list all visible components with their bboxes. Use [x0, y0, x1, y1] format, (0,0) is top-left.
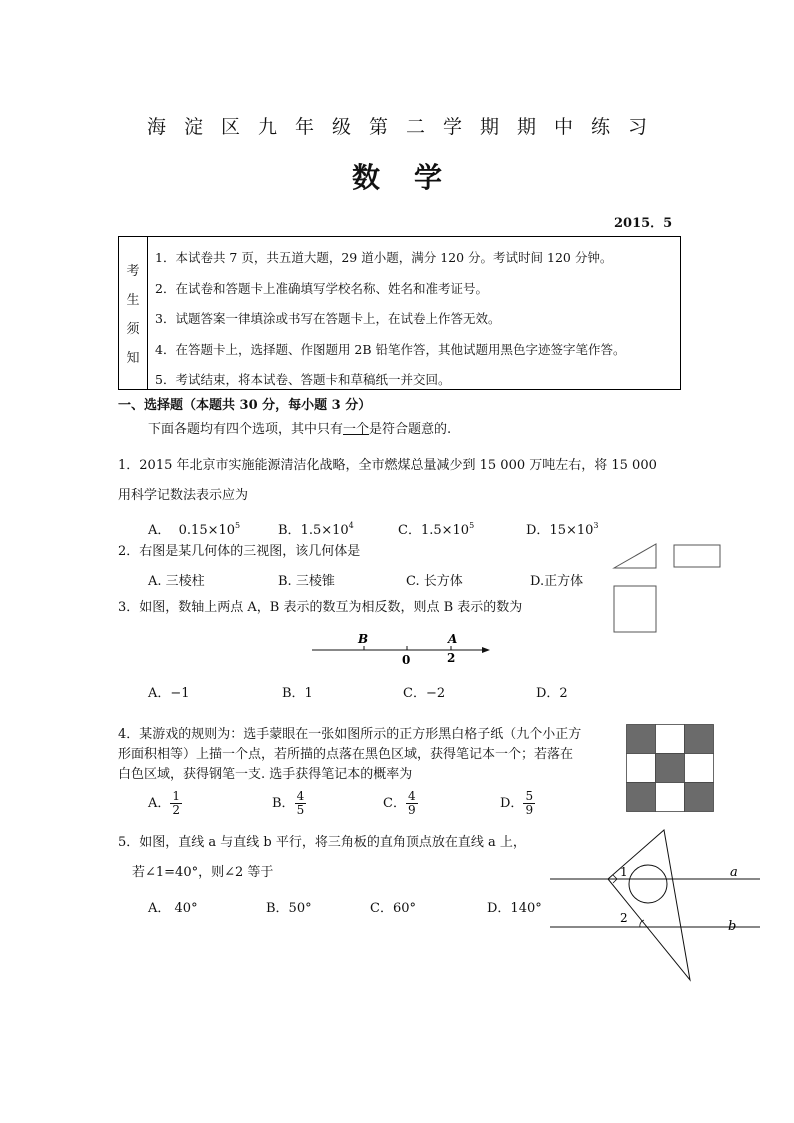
label-two: 2: [447, 651, 456, 665]
notice-box: [118, 236, 681, 390]
q3-text: 3．如图，数轴上两点 A，B 表示的数互为相反数，则点 B 表示的数为: [118, 600, 523, 615]
q2-option-b: B. 三棱锥: [278, 574, 335, 589]
notice-label-char: 考: [126, 264, 140, 279]
q3-option-d: D．2: [536, 686, 568, 701]
q5-line2: 若∠1=40°，则∠2 等于: [132, 865, 274, 880]
grid-cell: [685, 725, 714, 754]
grid-cell: [656, 754, 685, 783]
triangle-ruler: [608, 830, 690, 980]
q1-option-a: A． $0.15\times 10^5$: [148, 521, 241, 538]
angle-2-label: 2: [620, 911, 628, 925]
three-view-figure: [612, 542, 722, 634]
angle-1-label: 1: [620, 865, 628, 879]
checker-grid-figure: [626, 724, 714, 812]
grid-cell: [656, 725, 685, 754]
q1-line1: 1．2015 年北京市实施能源清洁化战略，全市燃煤总量减少到 15 000 万吨左右，将 15 000: [118, 458, 657, 473]
grid-cell: [627, 783, 656, 812]
label-a: A: [448, 632, 458, 646]
q4-option-a: A． $\frac{1}{2}$: [148, 789, 181, 817]
label-zero: 0: [402, 653, 411, 667]
section-intro: [148, 421, 451, 439]
q3-option-b: B．1: [282, 686, 313, 701]
exam-date: 2015．5: [614, 216, 673, 231]
grid-cell: [685, 754, 714, 783]
q2-text: 2．右图是某几何体的三视图，该几何体是: [118, 544, 361, 559]
notice-item: 1．本试卷共 7 页，共五道大题，29 道小题，满分 120 分。考试时间 120 分钟。: [155, 250, 613, 265]
q4-line3: 白色区域，获得钢笔一支. 选手获得笔记本的概率为: [118, 767, 413, 782]
q5-line1: 5．如图，直线 a 与直线 b 平行，将三角板的直角顶点放在直线 a 上，: [118, 835, 526, 850]
q5-option-b: B．50°: [266, 901, 312, 916]
number-line-arrow: [482, 647, 490, 653]
q4-option-c: C． $\frac{4}{9}$: [383, 789, 416, 817]
q2-option-a: A. 三棱柱: [148, 574, 205, 589]
label-b: B: [358, 632, 369, 646]
grid-cell: [685, 783, 714, 812]
top-view-square: [614, 586, 656, 632]
q3-option-c: C．−2: [403, 686, 446, 701]
q4-line2: 形面积相等）上描一个点，若所描的点落在黑色区域，获得笔记本一个；若落在: [118, 747, 574, 762]
q1-option-d: D．$15\times 10^3$: [526, 521, 599, 538]
grid-cell: [656, 783, 685, 812]
parallel-lines-triangle-figure: [550, 826, 765, 986]
subject-title: 数学: [351, 161, 476, 194]
notice-item: 2．在试卷和答题卡上准确填写学校名称、姓名和准考证号。: [155, 280, 488, 296]
grid-cell: [627, 754, 656, 783]
grid-cell: [627, 725, 656, 754]
q2-option-d: D.正方体: [530, 574, 584, 589]
line-b-label: b: [728, 919, 737, 934]
q4-option-b: B． $\frac{4}{5}$: [272, 789, 305, 817]
q1-option-c: C．$1.5\times 10^5$: [398, 521, 475, 538]
notice-item: 4．在答题卡上，选择题、作图题用 2B 铅笔作答，其他试题用黑色字迹签字笔作答。: [155, 341, 626, 357]
section-heading: 一、选择题（本题共 30 分，每小题 3 分）: [118, 398, 372, 413]
q4-option-d: D． $\frac{5}{9}$: [500, 789, 534, 817]
q5-option-d: D．140°: [487, 901, 542, 916]
notice-items: [155, 243, 676, 396]
intro-text: 是符合题意的.: [369, 422, 452, 437]
notice-label-char: 生: [126, 293, 140, 308]
q3-option-a: A．−1: [148, 686, 190, 701]
notice-item: 5．考试结束，将本试卷、答题卡和草稿纸一并交回。: [155, 372, 451, 387]
front-view-triangle: [614, 544, 656, 568]
exam-title: 海淀区九年级第二学期期中练习: [146, 116, 665, 138]
number-line-figure: [312, 630, 494, 670]
intro-text: 下面各题均有四个选项，其中只有: [148, 422, 344, 437]
side-view-rect: [674, 545, 720, 567]
line-a-label: a: [730, 865, 738, 880]
notice-label: [119, 237, 148, 389]
q4-line1: 4．某游戏的规则为：选手蒙眼在一张如图所示的正方形黑白格子纸（九个小正方: [118, 727, 582, 742]
q2-option-c: C. 长方体: [406, 574, 463, 589]
intro-underline: 一个: [343, 422, 370, 437]
q5-option-c: C．60°: [370, 901, 416, 916]
notice-label-char: 须: [126, 322, 140, 337]
q1-option-b: B．$1.5\times 10^4$: [278, 521, 354, 538]
ruler-hole: [629, 865, 667, 903]
q5-option-a: A． 40°: [148, 901, 198, 916]
notice-item: 3．试题答案一律填涂或书写在答题卡上，在试卷上作答无效。: [155, 311, 501, 326]
notice-label-char: 知: [126, 351, 140, 366]
angle-2-arc: [640, 920, 644, 927]
q1-line2: 用科学记数法表示应为: [118, 488, 249, 503]
